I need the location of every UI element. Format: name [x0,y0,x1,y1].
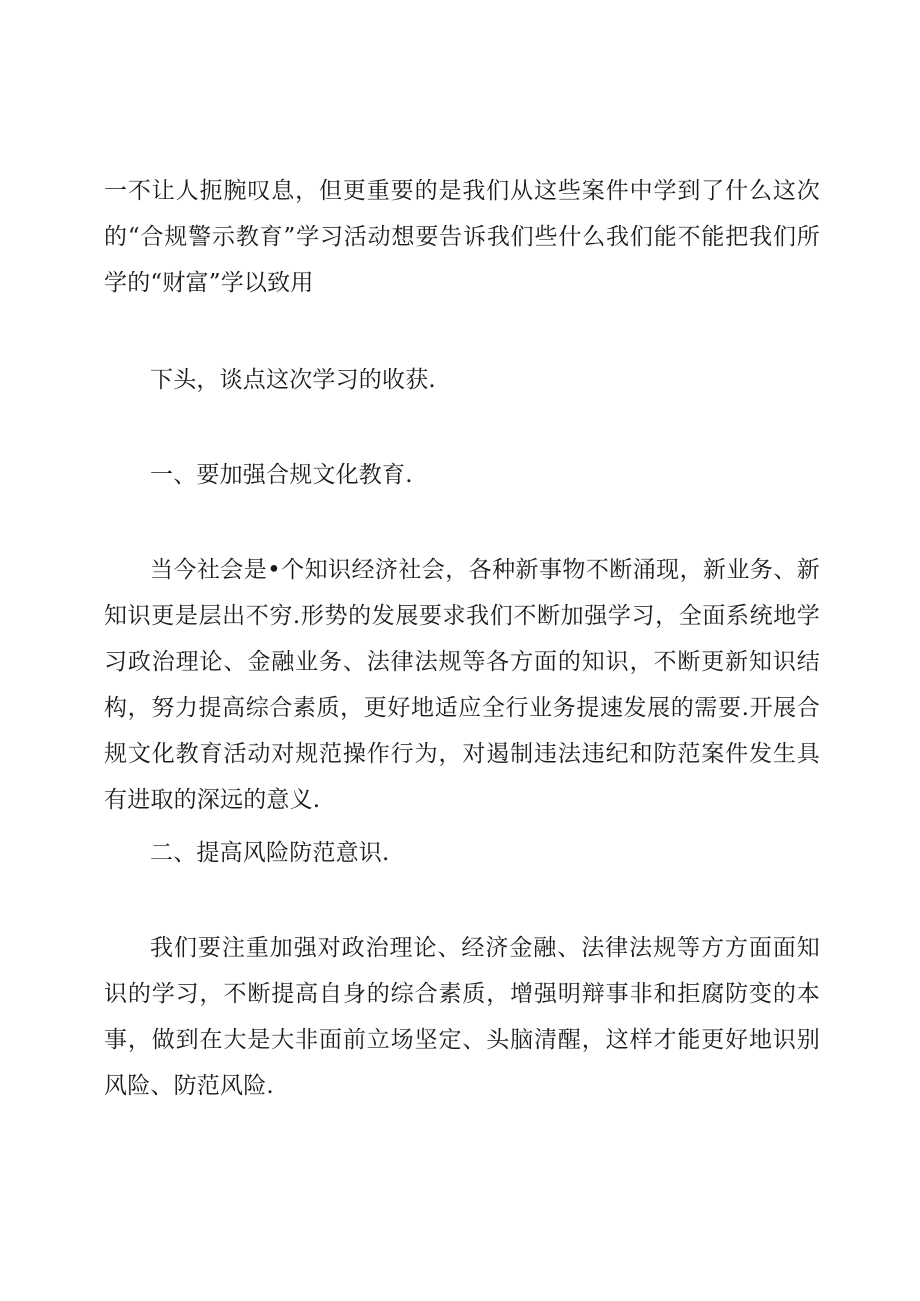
paragraph-section-2: 我们要注重加强对政治理论、经济金融、法律法规等方方面面知识的学习，不断提高自身的综合素质，增强明辩事非和拒腐防变的本事，做到在大是大非面前立场坚定、头脑清醒，这样才能更好地识别风险、防范风险. [104,935,820,1099]
paragraph-section-1: 当今社会是•个知识经济社会，各种新事物不断涌现，新业务、新知识更是层出不穷.形势的发展要求我们不断加强学习，全面系统地学习政治理论、金融业务、法律法规等各方面的知识，不断更新知识结构，努力提高综合素质，更好地适应全行业务提速发展的需要.开展合规文化教育活动对规范操作行为，对遏制违法违纪和防范案件发生具有进取的深远的意义. [104,557,820,813]
section-heading-1: 一、要加强合规文化教育. [150,462,413,488]
section-heading-2: 二、提高风险防范意识. [150,840,390,866]
paragraph-intro: 一不让人扼腕叹息，但更重要的是我们从这些案件中学到了什么这次的“合规警示教育”学习活动想要告诉我们些什么我们能不能把我们所学的“财富”学以致用 [104,178,820,296]
paragraph-transition: 下头，谈点这次学习的收获. [150,367,436,393]
